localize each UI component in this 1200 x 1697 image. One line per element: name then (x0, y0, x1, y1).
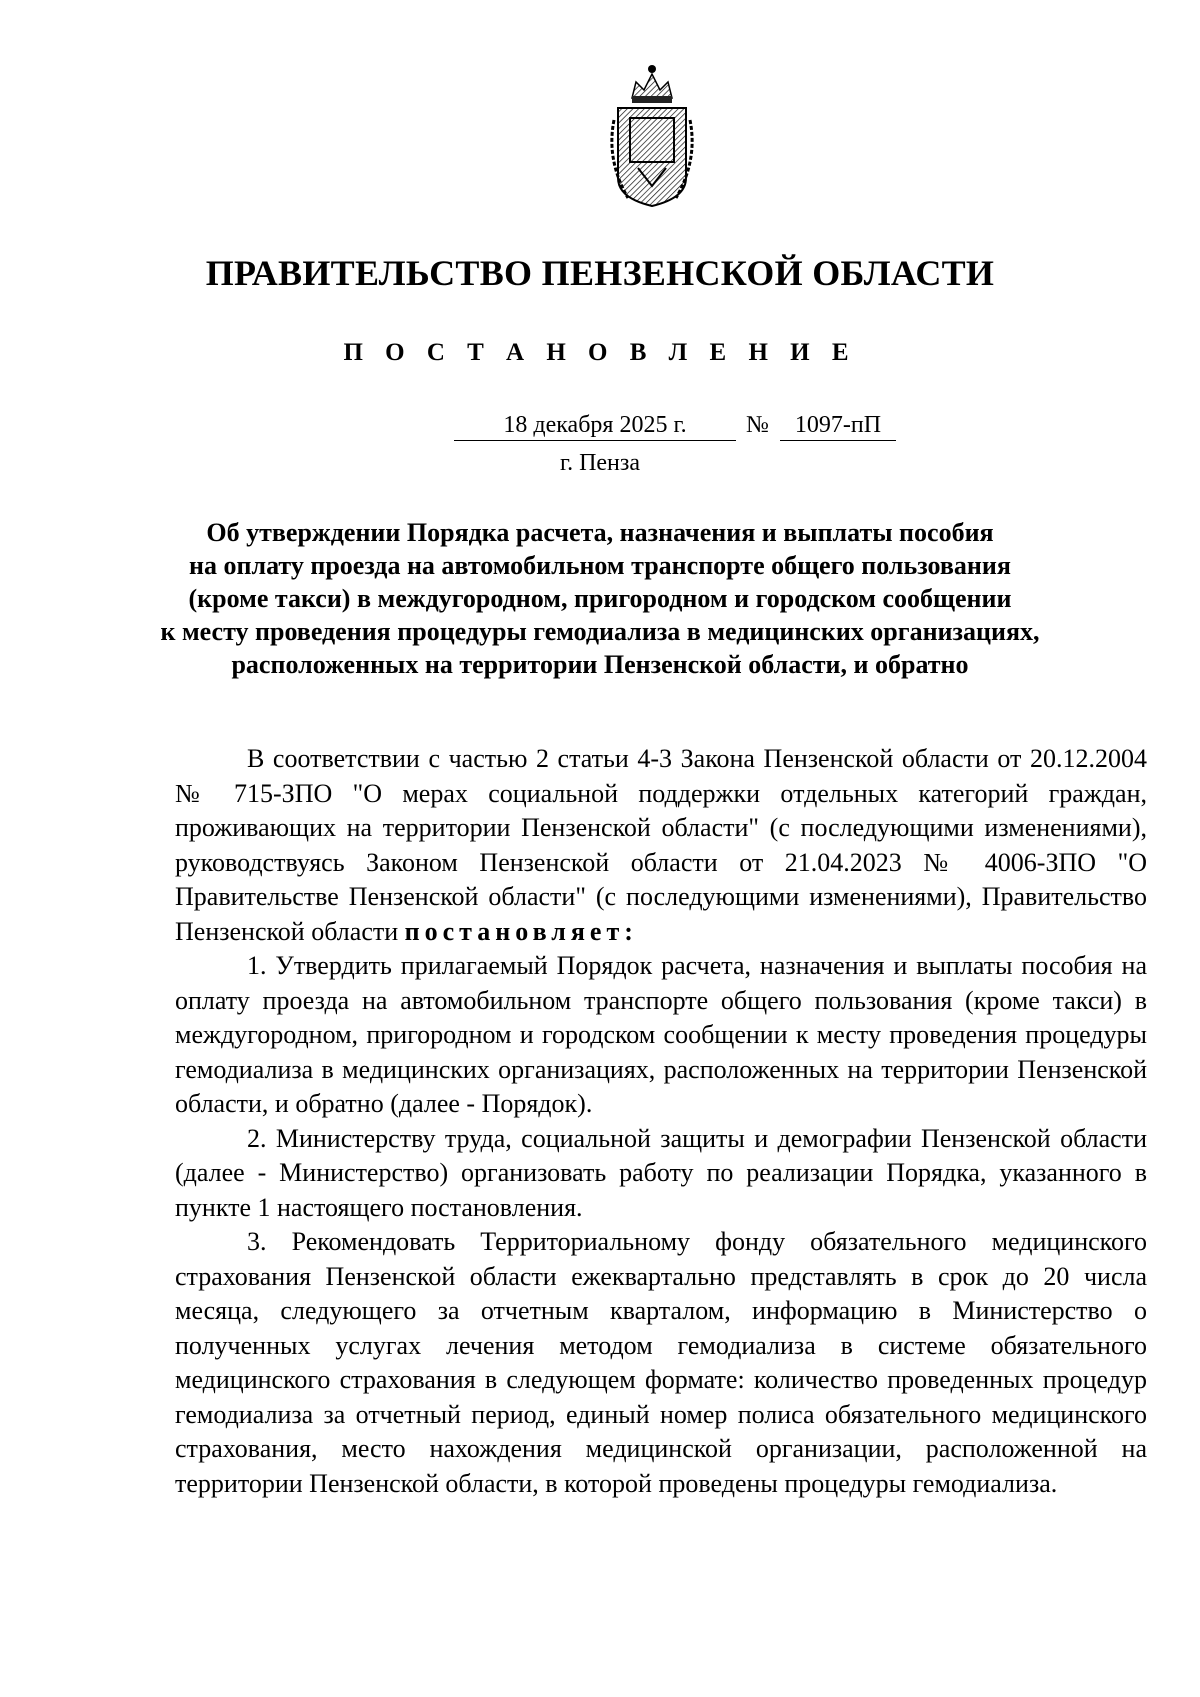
city: г. Пенза (559, 450, 641, 476)
number-sign: № (746, 412, 769, 438)
document-date: 18 декабря 2025 г. (454, 410, 736, 441)
preamble-text: В соответствии с частью 2 статьи 4-3 Закона Пензенской области от 20.12.2004 № 715-ЗПО "О мерах социальной поддержки отдельных категорий граждан, проживающих на территории Пензенской области" (с последующими изменениями), руководствуясь Законом Пензенской области от 21.04.2023 № 4006-ЗПО "О Правительстве Пензенской области" (с последующими изменениями), Правительство Пензенской области (175, 744, 1147, 946)
item-paragraph-3: 3. Рекомендовать Территориальному фонду обязательного медицинского страхования Пензенской области ежеквартально представлять в срок до 20 числа месяца, следующего за отчетным кварталом, информацию в Министерство о полученных услугах лечения методом гемодиализа в системе обязательного медицинского страхования в следующем формате: количество проведенных процедур гемодиализа за отчетный период, единый номер полиса обязательного медицинского страхования, место нахождения медицинской организации, расположенной на территории Пензенской области, в которой проведены процедуры гемодиализа. (175, 1227, 1147, 1498)
heading-line: (кроме такси) в междугородном, пригородном и городском сообщении (188, 584, 1012, 613)
preamble-paragraph (175, 742, 1147, 949)
document-type: П О С Т А Н О В Л Е Н И Е (343, 339, 857, 366)
document-body (175, 742, 1147, 1501)
government-title: ПРАВИТЕЛЬСТВО ПЕНЗЕНСКОЙ ОБЛАСТИ (205, 253, 995, 293)
coat-of-arms-emblem (602, 60, 702, 208)
item-paragraph-2: 2. Министерству труда, социальной защиты и демографии Пензенской области (далее - Министерство) организовать работу по реализации Порядка, указанного в пункте 1 настоящего постановления. (175, 1123, 1147, 1222)
item-paragraph-1: 1. Утвердить прилагаемый Порядок расчета, назначения и выплаты пособия на оплату проезда на автомобильном транспорте общего пользования (кроме такси) в междугородном, пригородном и городском сообщении к месту проведения процедуры гемодиализа в медицинских организациях, расположенных на территории Пензенской области, и обратно (далее - Порядок). (175, 951, 1147, 1118)
resolves-word: постановляет: (404, 916, 638, 946)
heading-line: Об утверждении Порядка расчета, назначения и выплаты пособия (206, 518, 994, 547)
heading-line: расположенных на территории Пензенской области, и обратно (231, 650, 969, 679)
document-heading (150, 516, 1050, 681)
heading-line: на оплату проезда на автомобильном транспорте общего пользования (189, 551, 1011, 580)
document-number: 1097-пП (780, 410, 896, 441)
heading-line: к месту проведения процедуры гемодиализа в медицинских организациях, (160, 617, 1040, 646)
